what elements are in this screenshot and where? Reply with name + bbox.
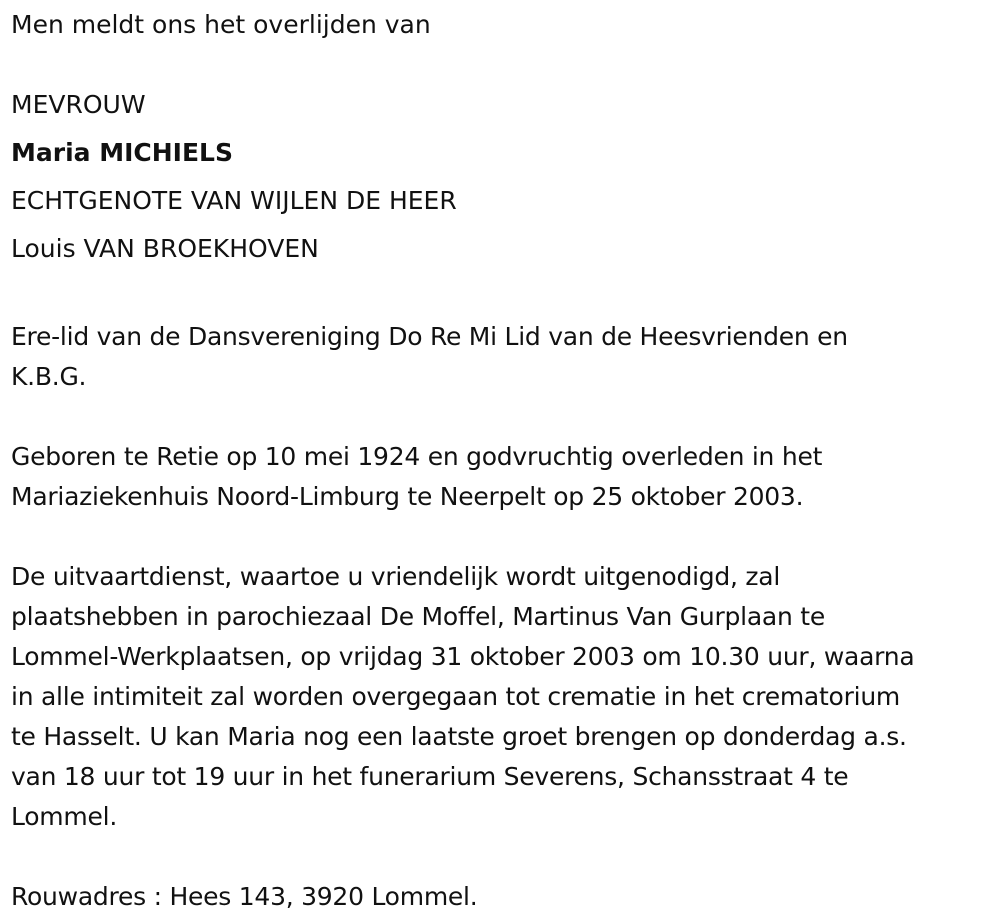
paragraph-line: Ere-lid van de Dansvereniging Do Re Mi Lid van de Heesvrienden en <box>11 322 848 351</box>
address-paragraph <box>11 877 996 917</box>
membership-paragraph <box>11 317 996 397</box>
paragraph-line: Geboren te Retie op 10 mei 1924 en godvruchtig overleden in het <box>11 442 823 471</box>
relation-line: ECHTGENOTE VAN WIJLEN DE HEER <box>11 186 457 215</box>
paragraph-line: Lommel-Werkplaatsen, op vrijdag 31 oktober 2003 om 10.30 uur, waarna <box>11 642 915 671</box>
paragraph-line: Lommel. <box>11 802 118 831</box>
mourning-address: Rouwadres : Hees 143, 3920 Lommel. <box>11 882 478 911</box>
paragraph-line: van 18 uur tot 19 uur in het funerarium Severens, Schansstraat 4 te <box>11 762 849 791</box>
paragraph-line: plaatshebben in parochiezaal De Moffel, Martinus Van Gurplaan te <box>11 602 825 631</box>
paragraph-line: in alle intimiteit zal worden overgegaan tot crematie in het crematorium <box>11 682 901 711</box>
funeral-paragraph <box>11 557 996 837</box>
honorific: MEVROUW <box>11 90 146 119</box>
paragraph-line: De uitvaartdienst, waartoe u vriendelijk wordt uitgenodigd, zal <box>11 562 781 591</box>
deceased-name: Maria MICHIELS <box>11 138 233 167</box>
paragraph-line: K.B.G. <box>11 362 87 391</box>
spouse-name: Louis VAN BROEKHOVEN <box>11 234 319 263</box>
paragraph-line: Mariaziekenhuis Noord-Limburg te Neerpelt op 25 oktober 2003. <box>11 482 804 511</box>
notice-intro: Men meldt ons het overlijden van <box>11 10 431 39</box>
paragraph-line: te Hasselt. U kan Maria nog een laatste groet brengen op donderdag a.s. <box>11 722 907 751</box>
birth-death-paragraph <box>11 437 996 517</box>
death-notice <box>11 5 996 917</box>
